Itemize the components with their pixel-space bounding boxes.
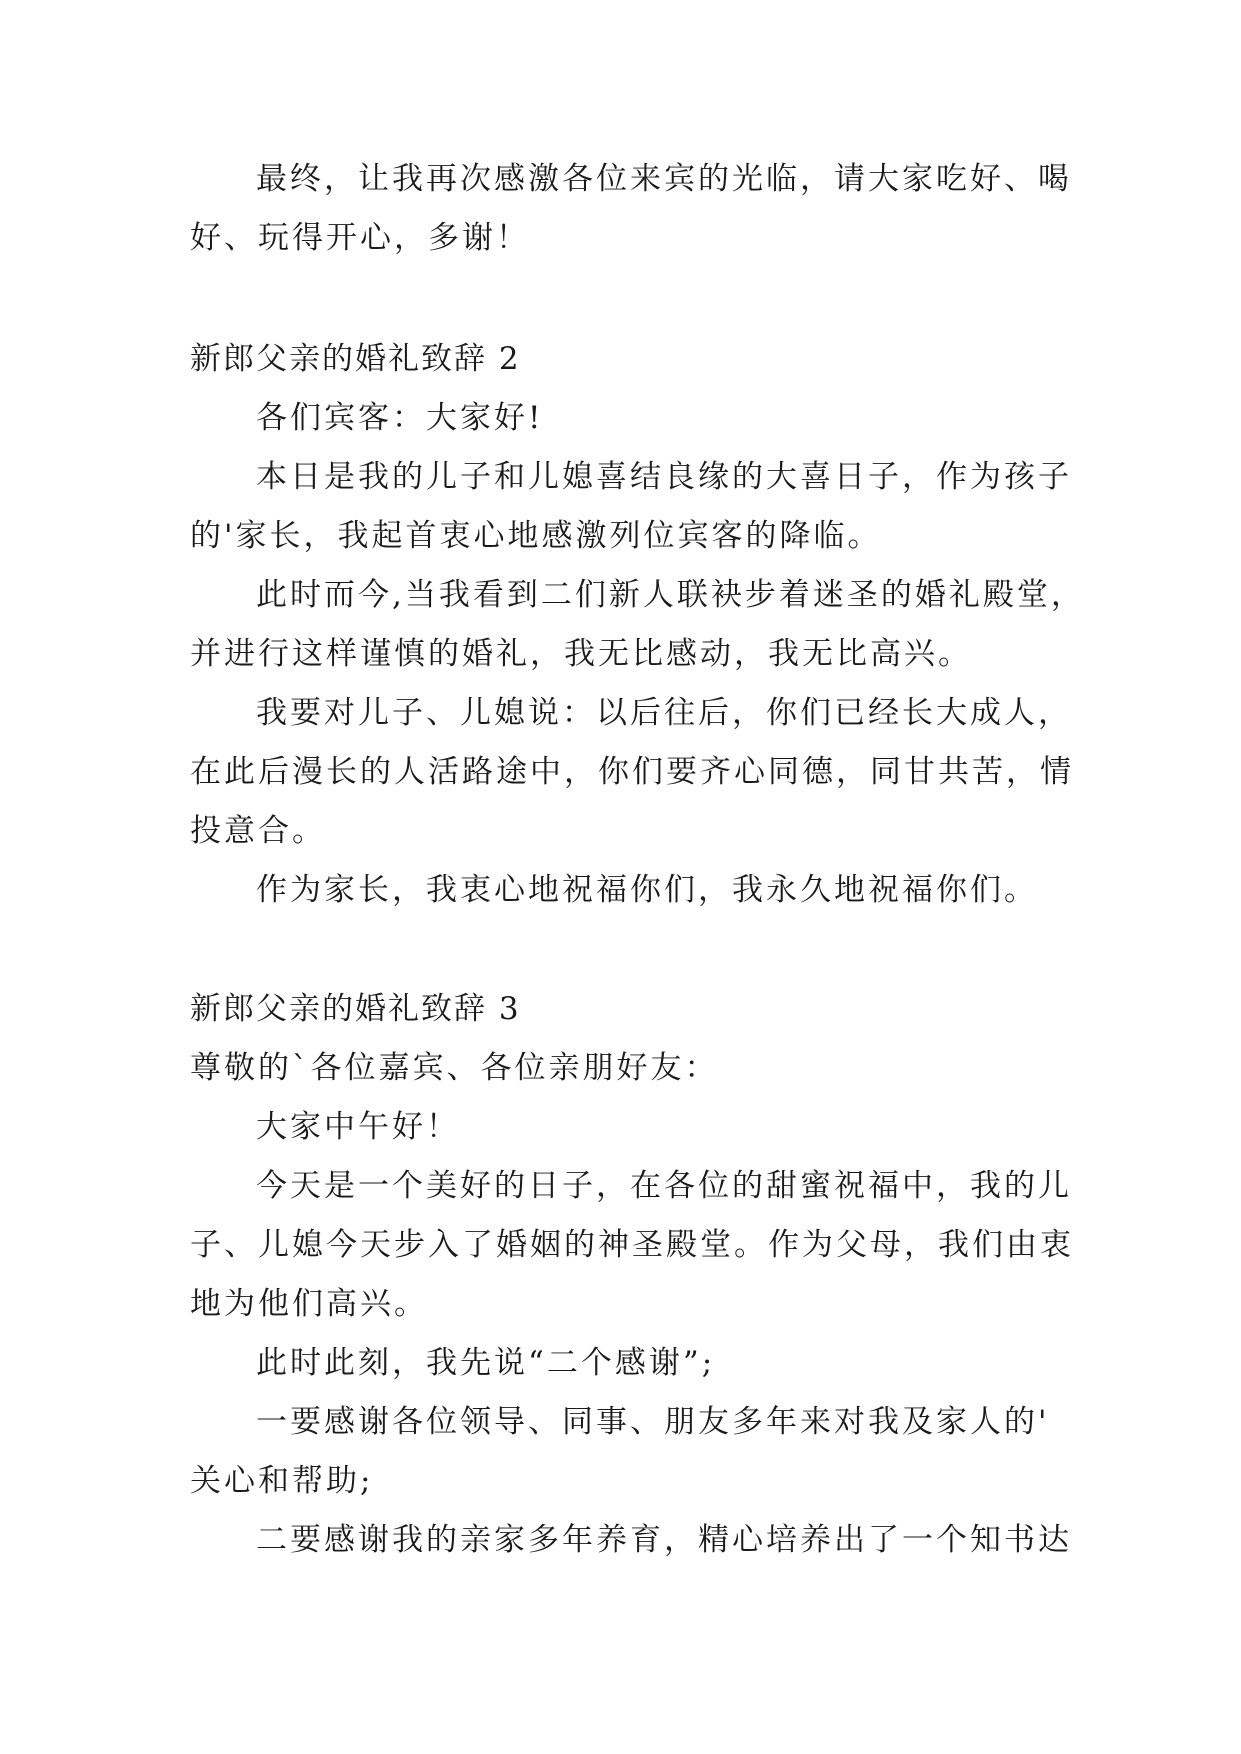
paragraph-two-thanks: 此时此刻，我先说“二个感谢”; xyxy=(256,1345,716,1381)
section-heading-2: 新郎父亲的婚礼致辞 2 xyxy=(190,341,521,377)
text-line: 最终，让我再次感激各位来宾的光临，请大家吃好、喝 xyxy=(256,161,1072,197)
text-line: 本日是我的儿子和儿媳喜结良缘的大喜日子，作为孩子 xyxy=(256,459,1072,495)
text-line: 并进行这样谨慎的婚礼，我无比感动，我无比高兴。 xyxy=(190,636,972,672)
salutation-line: 尊敬的`各位嘉宾、各位亲朋好友： xyxy=(190,1050,719,1086)
text-line: 在此后漫长的人活路途中，你们要齐心同德，同甘共苦，情 xyxy=(190,754,1074,790)
text-line: 好、玩得开心，多谢！ xyxy=(190,220,530,256)
text-line: 我要对儿子、儿媳说：以后往后，你们已经长大成人， xyxy=(256,695,1072,731)
greeting-line: 大家中午好！ xyxy=(256,1109,460,1145)
greeting-line: 各们宾客：大家好! xyxy=(256,400,544,436)
text-line: 今天是一个美好的日子，在各位的甜蜜祝福中，我的儿 xyxy=(256,1168,1072,1204)
text-line: 的'家长，我起首衷心地感激列位宾客的降临。 xyxy=(190,518,882,554)
text-line: 此时而今,当我看到二们新人联袂步着迷圣的婚礼殿堂， xyxy=(256,577,1085,613)
section-heading-3: 新郎父亲的婚礼致辞 3 xyxy=(190,991,521,1027)
text-line: 投意合。 xyxy=(190,813,326,849)
text-line: 子、儿媳今天步入了婚姻的神圣殿堂。作为父母，我们由衷 xyxy=(190,1227,1074,1263)
text-line: 地为他们高兴。 xyxy=(190,1286,428,1322)
text-line: 一要感谢各位领导、同事、朋友多年来对我及家人的' xyxy=(256,1404,1050,1440)
text-line: 关心和帮助; xyxy=(190,1463,374,1499)
paragraph-thanks-two: 二要感谢我的亲家多年养育，精心培养出了一个知书达 xyxy=(256,1522,1072,1558)
paragraph-blessing: 作为家长，我衷心地祝福你们，我永久地祝福你们。 xyxy=(256,872,1038,908)
